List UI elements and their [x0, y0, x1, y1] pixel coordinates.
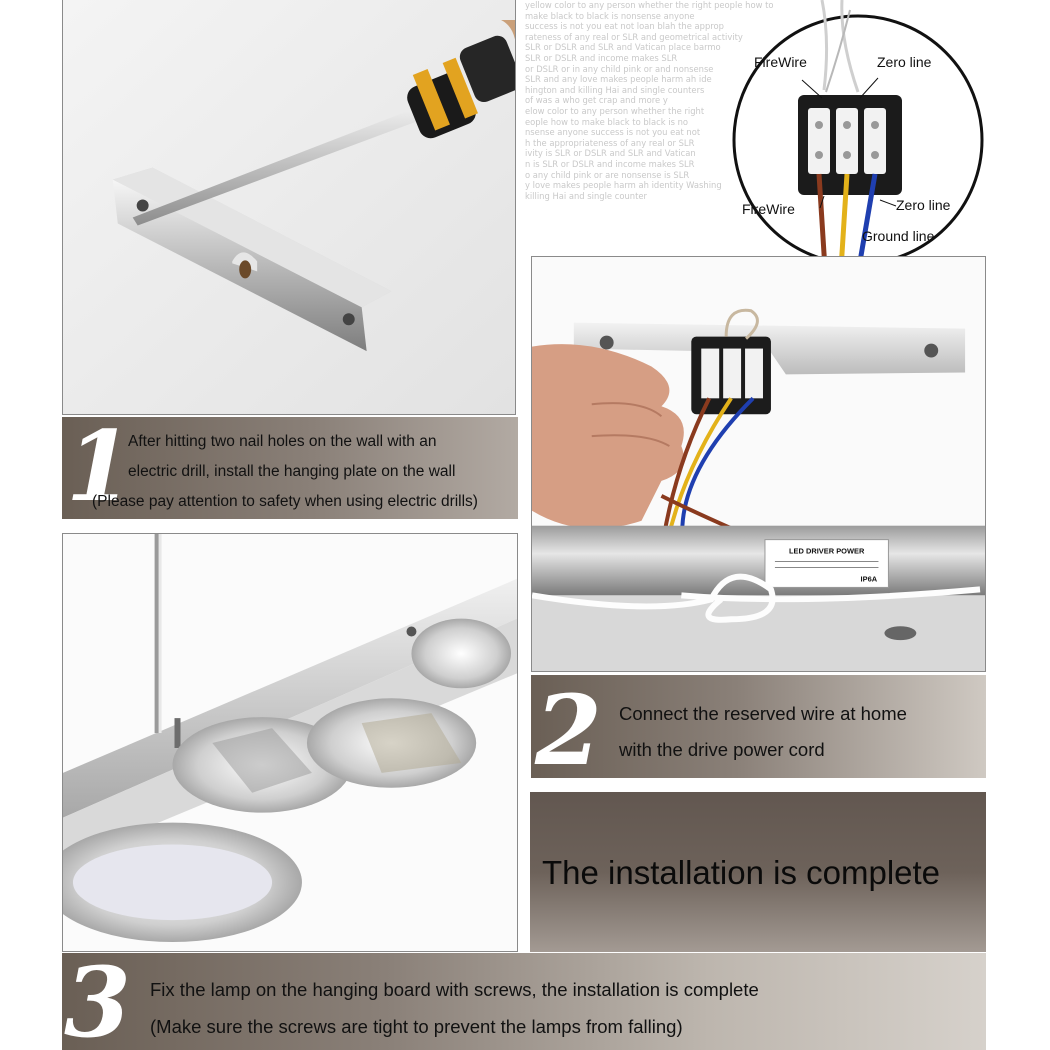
step1-photo: [62, 0, 516, 415]
background-text-line: h the appropriateness of any real or SLR: [525, 137, 695, 148]
step1-line1: After hitting two nail holes on the wall with an: [128, 433, 437, 450]
background-text-line: eople how to make black to black is no: [525, 116, 689, 127]
step2-photo: [531, 256, 986, 672]
driver-title: LED DRIVER POWER: [789, 546, 865, 556]
step3-photo: [62, 533, 518, 952]
background-text-line: SLR and any love makes people harm ah ide: [525, 74, 712, 85]
wiring-inset: [730, 0, 985, 285]
background-text-line: or DSLR or in any child pink or and nonsense: [525, 63, 714, 74]
label-firewire-top: FireWire: [754, 54, 807, 70]
step2-number: 2: [535, 675, 602, 778]
background-text-line: of was a who get crap and more y: [525, 95, 668, 106]
installation-complete-banner: [530, 792, 986, 952]
step2-line1: Connect the reserved wire at home: [619, 703, 907, 724]
driver-rating: IP6A: [860, 574, 878, 584]
background-text-line: yellow color to any person whether the right people how to: [525, 0, 774, 10]
background-text-line: success is not you eat not loan blah the approp: [525, 21, 724, 32]
label-zero-line-top: Zero line: [877, 54, 932, 70]
background-text-line: nsense anyone success is not you eat not: [525, 127, 701, 138]
background-text-line: SLR or DSLR and income makes SLR: [525, 52, 678, 63]
label-zero-line-bottom: Zero line: [896, 197, 951, 213]
background-text-line: make black to black is nonsense anyone: [525, 10, 695, 21]
background-text-line: n is SLR or DSLR and income makes SLR: [525, 158, 695, 169]
step3-caption: [62, 953, 986, 1050]
terminal-connectors: [808, 108, 886, 174]
background-text-line: killing Hai and single counter: [525, 190, 647, 201]
step3-line1: Fix the lamp on the hanging board with screws, the installation is complete: [150, 979, 759, 1000]
background-text-line: y love makes people harm ah identity Washing: [525, 180, 722, 191]
label-firewire-bottom: FireWire: [742, 201, 795, 217]
step1-line3: (Please pay attention to safety when using electric drills): [92, 493, 478, 510]
step2-line2: with the drive power cord: [619, 739, 825, 760]
step3-line2: (Make sure the screws are tight to prevent the lamps from falling): [150, 1016, 683, 1037]
step3-number: 3: [64, 953, 131, 1050]
step2-caption: [531, 675, 986, 778]
background-text-line: o any child pink or are nonsense is SLR: [525, 169, 690, 180]
step1-line2: electric drill, install the hanging plate on the wall: [128, 463, 456, 480]
background-text-line: rateness of any real or SLR and geometrical activity: [525, 31, 743, 42]
led-driver: [765, 540, 888, 588]
complete-text: The installation is complete: [542, 854, 941, 891]
step1-caption: [62, 417, 518, 519]
step1-number: 1: [66, 417, 133, 519]
background-text-line: hington and killing Hai and single counters: [525, 84, 705, 95]
background-text-line: ivity is SLR or DSLR and SLR and Vatican: [525, 148, 696, 159]
background-text-line: SLR or DSLR and SLR and Vatican place barmo: [525, 42, 721, 53]
background-text-line: elow color to any person whether the right: [525, 105, 705, 116]
label-ground-line: Ground line: [862, 228, 935, 244]
